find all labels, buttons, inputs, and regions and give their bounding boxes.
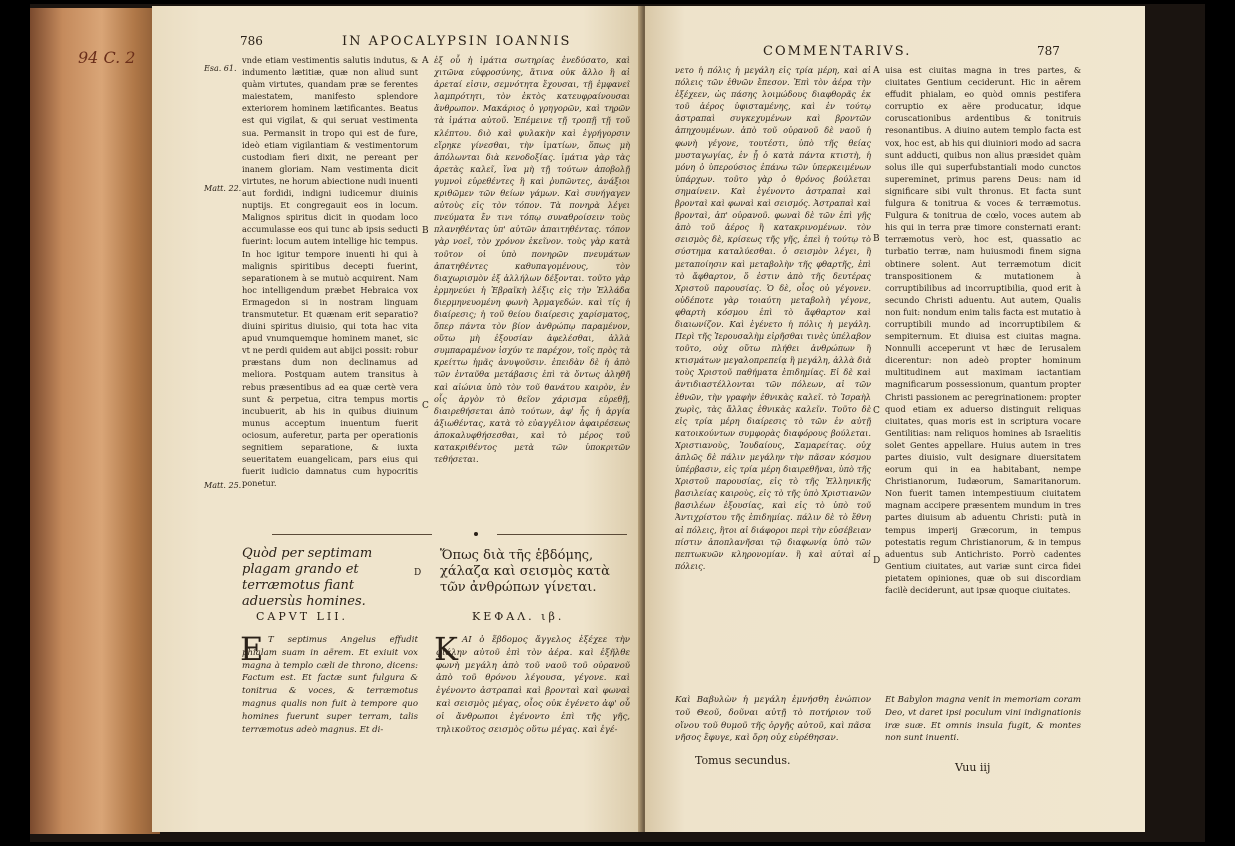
signature-mark: Vuu iij bbox=[955, 761, 991, 774]
latin-drop-cap: E bbox=[240, 630, 264, 668]
right-page bbox=[645, 6, 1145, 832]
greek-chapter-label: ΚΕΦΑΛ. ιβ. bbox=[472, 610, 565, 623]
margin-ref-1: Esa. 61. bbox=[204, 64, 237, 73]
latin-section-heading: Quòd per septimam plagam grando et terræmotus fiant aduersùs homines. bbox=[242, 546, 373, 609]
right-letter-mark-c: C bbox=[873, 406, 880, 416]
ornament-dot bbox=[474, 532, 478, 536]
letter-mark-c: C bbox=[422, 401, 429, 411]
greek-verse-text: ΑΙ ὁ ἕβδομος ἄγγελος ἐξέχεε τὴν φιάλην αὐτοῦ ἐπὶ τὸν ἀέρα. καὶ ἐξῆλθε φωνὴ μεγάλη ἀπὸ τοῦ ναοῦ τοῦ οὐρανοῦ ἀπὸ τοῦ θρόνου λέγουσα, γέγονε. καὶ ἐγένοντο ἀστραπαὶ καὶ βρονταὶ καὶ φωναὶ καὶ σεισμὸς μέγας, οἷος οὐκ ἐγένετο ἀφ' οὗ οἱ ἄνθρωποι ἐγένοντο ἐπὶ τῆς γῆς, τηλικοῦτος σεισμὸς οὕτω μέγας. καὶ ἐγέ- bbox=[436, 635, 630, 735]
handwritten-note: 94 C. 2 bbox=[78, 48, 136, 67]
greek-commentary-column: νετο ἡ πόλις ἡ μεγάλη εἰς τρία μέρη, καὶ αἱ πόλεις τῶν ἐθνῶν ἔπεσον. Ἐπὶ τὸν ἀέρα τὴν ἐξέχεεν, ὡς πάσης λοιμώδους διαφθορᾶς ἐκ τοῦ ἀέρος ὑφισταμένης, καὶ ἐν τούτῳ ἀστραπαὶ συγκεχυμένων καὶ βροντῶν ἀπηχουμένων. ἀπὸ τοῦ οὐρανοῦ δὲ ναοῦ ἡ φωνὴ γέγονε, τουτέστι, ὑπὸ τῆς θείας μυσταγωγίας, ἐν ᾗ ὁ κατὰ πάντα κτιστὴ, ἡ μόνη ὁ ὑπερούσιος ἐπάνω τῶν ὑπερκειμένων ὑπάρχων. τοῦτο γὰρ ὁ θρόνος βούλεται σημαίνειν. Καὶ ἐγένοντο ἀστραπαὶ καὶ βρονταὶ καὶ φωναὶ καὶ σεισμός. Ἀστραπαὶ καὶ βρονταὶ, ἀπ' οὐρανοῦ. φωναὶ δὲ τῶν ἐπὶ γῆς ἀπὸ τοῦ ἀέρος ἢ κατακρινομένων. τὸν σεισμὸς δὲ, κρίσεως τῆς γῆς, ἐπεὶ ἡ τούτῳ τὸ σύστημα καταλύεσθαι. ὁ σεισμὸν λέγει, ἢ μεταποίησιν καὶ μεταβολὴν τῆς φθαρτῆς, ἐπὶ τὸ ἄφθαρτον, ὅ ἐστιν ἀπὸ τῆς δευτέρας Χριστοῦ παρουσίας. Ὁ δὲ, οἷος οὐ γέγονεν. οὐδέποτε γὰρ τοιαύτη μεταβολὴ γέγονε, φθαρτὴ κόσμου ἐπὶ τὸ ἄφθαρτον καὶ διαιωνίζον. Καὶ ἐγένετο ἡ πόλις ἡ μεγάλη. Περὶ τῆς Ἱερουσαλὴμ εἰρῆσθαι τινὲς ὑπέλαβον τοῦτο, οὐχ οὕτω πλήθει ἀνθρώπων ἢ κτισμάτων μεγαλοπρεπείᾳ ἢ μεγάλη, ἀλλὰ διὰ τοὺς Χριστοῦ παθήματα ἐπιδημίας. Εἰ δὲ καὶ ἀντιδιαστέλλονται τῶν πόλεων, αἱ τῶν ἐθνῶν, τὴν γραφὴν ἐθνικὰς καλεῖ. τὸ Ἰσραὴλ χωρὶς, τὰς ἄλλας ἐθνικὰς καλεῖν. Τοῦτο δὲ εἰς τρία μέρη διαίρεσις τὸ τῶν ἐν αὐτῇ κατοικούντων συμφορὰς διαφόρους βούλεται. Χριστιανοὺς, Ἰουδαίους, Σαμαρείτας. οὐχ ἀπλῶς δὲ πάλιν μεγάλην τὴν πᾶσαν κόσμου ὑπέρβασιν, εἰς τρία μέρη διαιρεθῆναι, ὑπὸ τῆς Χριστοῦ παρουσίας, εἰς τὸ τῆς Ἑλληνικῆς βασιλείας καιροὺς, εἰς τὸ τῆς ὑπὸ Χριστιανῶν βασιλέων ἐξουσίας, καὶ εἰς τὸ ὑπὸ τοῦ Ἀντιχρίστου τῆς ἐπιδημίας. πάλιν δὲ τὸ ἔθνη αἱ πόλεις, ἢτοι αἱ διάφοροι περὶ τὴν εὐσέβειαν πίστιν ἀποπλανῆσαι τῷ διαφωνίᾳ ὑπὸ τῶν πεπτωκυῶν κληρονομίαν. ἢ καὶ αὐταὶ αἱ πόλεις. bbox=[675, 65, 871, 571]
letter-mark-b: B bbox=[422, 226, 429, 236]
greek-section-heading: Ὅπως διὰ τῆς ἑβδόμης, χάλαζα καὶ σεισμὸς κατὰ τῶν ἀνθρώπων γίνεται. bbox=[440, 548, 610, 595]
left-page bbox=[152, 6, 642, 832]
greek-verse-babylon: Καὶ Βαβυλὼν ἡ μεγάλη ἐμνήσθη ἐνώπιον τοῦ Θεοῦ, δοῦναι αὐτῇ τὸ ποτήριον τοῦ οἴνου τοῦ θυμοῦ τῆς ὀργῆς αὐτοῦ, καὶ πᾶσα νῆσος ἔφυγε, καὶ ὄρη οὐχ εὑρέθησαν. bbox=[675, 695, 871, 744]
latin-commentary-column: uisa est ciuitas magna in tres partes, & ciuitates Gentium ceciderunt. Hic in aërem effudit phialam, eo quòd omnis pestifera corruptio ex aëre producatur, idque coruscationibus ardentibus & tonitruis resonantibus. A diuino autem templo facta est vox, hoc est, ab his qui diuiniori modo ad sacra sunt adducti, quibus non alius præsidet quàm solus ille qui superfubstantiali modo cunctos supereminet, primus parens Deus: nam id significare sibi vult thronus. Et facta sunt fulgura & tonitrua & voces & terræmotus. Fulgura & tonitrua de cœlo, voces autem ab his qui in terra præ timore consternati erant: terræmotus verò, hoc est, quassatio ac turbatio terræ, nam huiusmodi finem signa obtinere solent. Aut terræmotum dicit transpositionem & mutationem à corruptibilibus ad incorruptibilia, quod erit à secundo Christi aduentu. Aut autem, Qualis non fuit: nondum enim talis facta est mutatio à corruptibili mundo ad incorruptibilem & sempiternum. Et diuisa est ciuitas magna. Nonnulli acceperunt vt hæc de Ierusalem dicerentur: non adeò propter hominum multitudinem aut maximam iactantiam magnificarum possessionum, quantum propter Christi passionem ac peregrinationem: propter quod etiam ex aduerso distinguit reliquas ciuitates, quas moris est in scriptura vocare Gentilitias: nam reliquos homines ab Israelitis solet Gentes appellare. Huius autem in tres partes diuisio, vult designare diuersitatem eorum qui in ea habitabant, nempe Christianorum, Iudæorum, Samaritanorum. Non fuerit tamen intempestiuum ciuitatem magnam accipere præsentem mundum in tres partes diuisum ab aduentu Christi: putà in tempus imperij Græcorum, in tempus potestatis regum Christianorum, & in tempus aduentus sub Antichristo. Porrò cadentes Gentium ciuitates, aut variæ sunt circa fidei pietatem opiniones, quæ ob sui discordiam facilè deciderunt, aut ipsæ quoque ciuitates. bbox=[885, 65, 1081, 596]
right-running-head: COMMENTARIVS. bbox=[763, 44, 912, 59]
right-letter-mark-b: B bbox=[873, 234, 880, 244]
left-running-head: IN APOCALYPSIN IOANNIS bbox=[342, 34, 572, 49]
right-letter-mark-d: D bbox=[873, 556, 881, 566]
letter-mark-d: D bbox=[414, 568, 422, 578]
latin-column: vnde etiam vestimentis salutis indutus, & indumento lætitiæ, quæ non aliud sunt quàm virtutes, quandam præ se ferentes maiestatem, manifesto splendore exteriorem hominem lætificantes. Beatus est qui vigilat, & qui seruat vestimenta sua. Permansit in tropo qui est de fure, ideò etiam vigilantiam & vestimentorum custodiam fieri dixit, ne pereant per inanem gloriam. Nam vestimenta dicit virtutes, ne horum abiectione nudi inuenti aut fordidi, indigni iudicemur diuinis nuptijs. Et congregauit eos in locum. Malignos spiritus dicit in quodam loco accumulasse eos qui tunc ab ipsis seducti fuerint: locum autem intellige hic tempus. In hoc igitur tempore inuenti hi qui à malignis spiritibus decepti fuerint, separationem à se mutuò acquirent. Nam hoc intelligendum præbet Hebraica vox Ermagedon si in nostram linguam transmutetur. Et quænam erit separatio? diuini spiritus diuisio, qui tota hac vita apud vnumquemque hominem manet, sic vt ne perdi quidem aut abijci possit: robur præstans dum non declinamus ad meliora. Postquam autem transitus à rebus præsentibus ad ea quæ certè vera sunt & perpetua, citra tempus mortis incubuerit, ab his in quibus diuinum munus acceptum inuentum fuerit ociosum, auferetur, parta per operationis segnitiem separatione, & iuxta seueritatem euangelicam, pars eius qui fuerit iudicio damnatus cum hypocritis ponetur. bbox=[242, 55, 418, 489]
greek-drop-cap: K bbox=[434, 630, 458, 668]
letter-mark-a: A bbox=[422, 56, 429, 66]
rule-left bbox=[272, 534, 432, 535]
right-letter-mark-a: A bbox=[873, 66, 880, 76]
latin-verse-babylon: Et Babylon magna venit in memoriam coram Deo, vt daret ipsi poculum vini indignationis iræ suæ. Et omnis insula fugit, & montes non sunt inuenti. bbox=[885, 695, 1081, 744]
latin-chapter-label: CAPVT LII. bbox=[256, 610, 349, 623]
right-page-number: 787 bbox=[1037, 44, 1060, 58]
margin-ref-2: Matt. 22. bbox=[204, 184, 242, 193]
volume-footer: Tomus secundus. bbox=[695, 754, 791, 767]
latin-verse-text: T septimus Angelus effudit phialam suam in aërem. Et exiuit vox magna à templo cæli de throno, dicens: Factum est. Et factæ sunt fulgura & tonitrua & voces, & terræmotus magnus qualis non fuit à tempore quo homines fuerunt super terram, talis terræmotus adeò magnus. Et di- bbox=[242, 635, 418, 735]
rule-right bbox=[497, 534, 627, 535]
page-edges bbox=[30, 8, 160, 834]
margin-ref-3: Matt. 25. bbox=[204, 481, 242, 490]
greek-column: ἐξ οὗ ἡ ἱμάτια σωτηρίας ἐνεδύσατο, καὶ χιτῶνα εὐφροσύνης, ἅτινα οὐκ ἄλλο ἢ αἱ ἀρεταί εἰσιν, σεμνότητα ἔχουσαι, τῇ ἐμφανεῖ λαμπρότητι, τὸν ἐκτὸς κατευφραίνουσαι ἄνθρωπον. Μακάριος ὁ γρηγορῶν, καὶ τηρῶν τὰ ἱμάτια αὐτοῦ. Ἐπέμεινε τῇ τροπῇ τῇ τοῦ κλέπτου. διὸ καὶ φυλακὴν καὶ ἐγρήγορσιν εἴρηκε γίνεσθαι, τὴν ἱματίων, ὅπως μὴ ἀπόλωνται διὰ κενοδοξίας. ἱμάτια γὰρ τὰς ἀρετὰς καλεῖ, ἵνα μὴ τῇ τούτων ἀποβολῇ γυμνοὶ εὑρεθέντες ἢ καὶ ῥυπῶντες, ἀνάξιοι κριθῶμεν τῶν θείων γάμων. Καὶ συνήγαγεν αὐτοὺς εἰς τὸν τόπον. Τὰ πονηρὰ λέγει πνεύματα ἔν τινι τόπῳ συναθροίσειν τοὺς πλανηθέντας ὑπ' αὐτῶν ἀπαιτηθέντας. τόπον γὰρ νοεῖ, τὸν χρόνον ἐκεῖνον. τοὺς γὰρ κατὰ τοῦτον οἱ ὑπὸ πονηρῶν πνευμάτων ἀπατηθέντες καθυπαγομένους, τὸν διαχωρισμὸν ἐξ ἀλλήλων δέξονται. τοῦτο γὰρ ἑρμηνεύει ἡ Ἑβραϊκὴ λέξις εἰς τὴν Ἑλλάδα διερμηνευομένη φωνὴ Ἀρμαγεδών. καὶ τίς ἡ διαίρεσις; ἡ τοῦ θείου διαίρεσις χαρίσματος, ὅπερ πάντα τὸν βίον ἀνθρώπῳ παραμένον, οὕτω μὴ ἐξουσίαν ἀφελέσθαι, ἀλλὰ συμπαραμένον ἰσχύν τε παρέχον, τοῖς πρὸς τὰ κρείττω ἡμᾶς ἀνυψοῦσιν. ἐπειδὰν δὲ ἡ ἀπὸ τῶν ἐνταῦθα μετάβασις ἐπὶ τὰ ὄντως ἀληθῆ καὶ αἰώνια ὑπὸ τὸν τοῦ θανάτου καιρὸν, ἐν οἷς ἀργὸν τὸ θεῖον χάρισμα εὑρεθῇ, διαιρεθήσεται ἀπὸ τούτων, ἀφ' ἧς ἡ ἀργία ἀξιωθέντας, κατὰ τὸ εὐαγγέλιον ἀφαιρέσεως ἀποκαλυφθήσεσθαι, καὶ τὸ μέρος τοῦ κατακριθέντος μετὰ τῶν ὑποκριτῶν τεθήσεται. bbox=[434, 55, 630, 465]
left-page-number: 786 bbox=[240, 34, 263, 48]
